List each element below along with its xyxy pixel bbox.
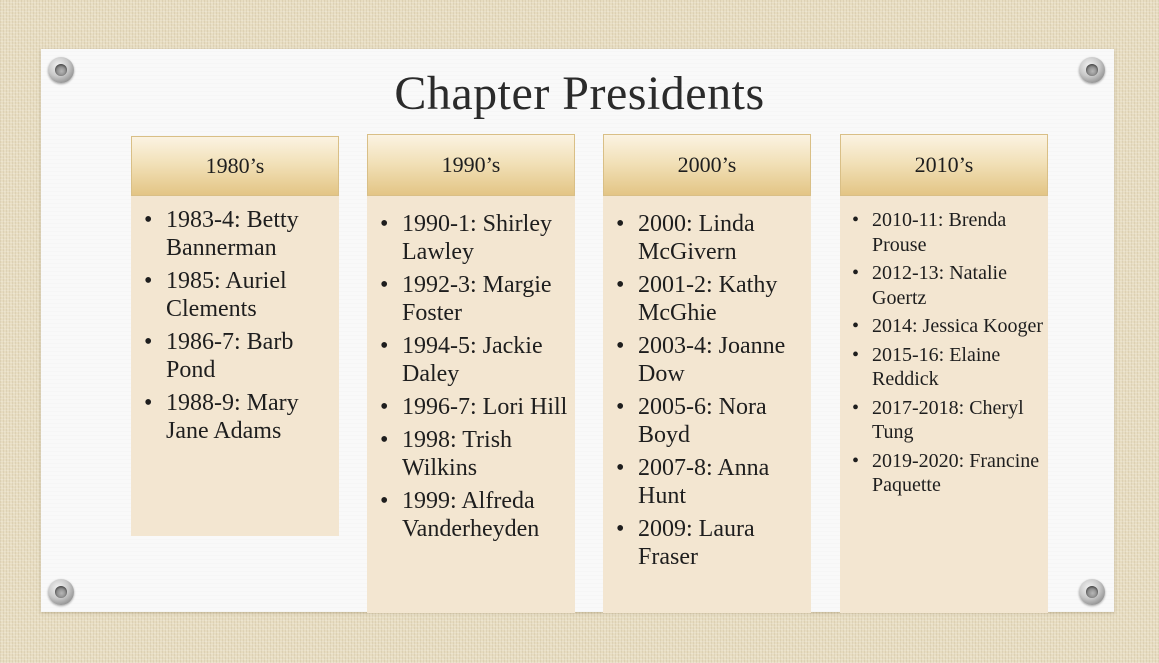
column-body [367, 196, 575, 613]
president-list [840, 196, 1048, 498]
president-list [603, 196, 811, 571]
list-item: • 1983-4: Betty Bannerman [166, 206, 339, 262]
list-item: • 1994-5: Jackie Daley [402, 332, 575, 388]
list-item: • 2010-11: Brenda Prouse [872, 208, 1048, 257]
list-item: • 1985: Auriel Clements [166, 267, 339, 323]
list-item: • 2019-2020: Francine Paquette [872, 449, 1048, 498]
slide-title: Chapter Presidents [394, 67, 765, 120]
column-header: 2000’s [603, 134, 811, 196]
column-body [840, 196, 1048, 613]
list-item: • 2000: Linda McGivern [638, 210, 811, 266]
grommet-bottom-right-icon [1079, 579, 1105, 605]
list-item: • 1988-9: Mary Jane Adams [166, 389, 339, 445]
list-item: • 2003-4: Joanne Dow [638, 332, 811, 388]
list-item: • 2005-6: Nora Boyd [638, 393, 811, 449]
list-item: • 2001-2: Kathy McGhie [638, 271, 811, 327]
list-item: • 1992-3: Margie Foster [402, 271, 575, 327]
column-body [131, 196, 339, 536]
list-item: • 1990-1: Shirley Lawley [402, 210, 575, 266]
list-item: • 2007-8: Anna Hunt [638, 454, 811, 510]
list-item: • 2012-13: Natalie Goertz [872, 261, 1048, 310]
column-header: 2010’s [840, 134, 1048, 196]
list-item: • 1998: Trish Wilkins [402, 426, 575, 482]
column-body [603, 196, 811, 613]
list-item: • 2009: Laura Fraser [638, 515, 811, 571]
list-item: • 2015-16: Elaine Reddick [872, 343, 1048, 392]
column-header: 1990’s [367, 134, 575, 196]
list-item: • 2014: Jessica Kooger [872, 314, 1048, 339]
list-item: • 1986-7: Barb Pond [166, 328, 339, 384]
grommet-bottom-left-icon [48, 579, 74, 605]
list-item: • 1996-7: Lori Hill [402, 393, 575, 421]
president-list [367, 196, 575, 543]
president-list [131, 196, 339, 445]
column-header: 1980’s [131, 136, 339, 196]
list-item: • 2017-2018: Cheryl Tung [872, 396, 1048, 445]
list-item: • 1999: Alfreda Vanderheyden [402, 487, 575, 543]
